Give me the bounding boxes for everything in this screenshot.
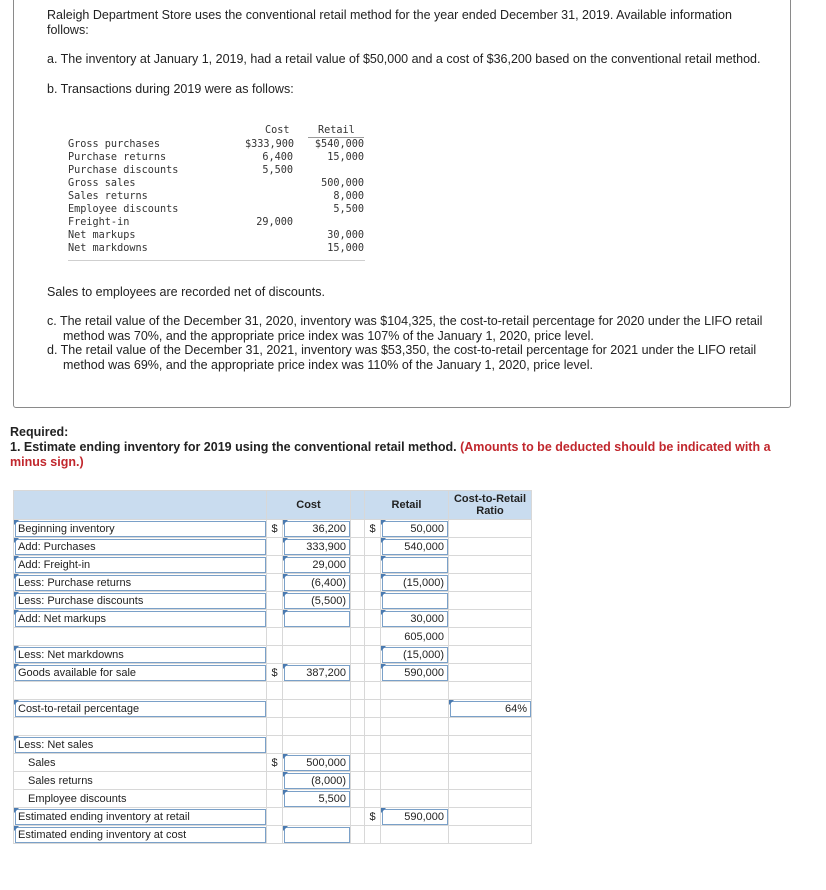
transaction-cost (245, 229, 293, 242)
transaction-retail: 15,000 (327, 152, 364, 163)
ratio-value (449, 538, 532, 556)
worksheet-row (14, 754, 532, 772)
cost-amount (283, 646, 351, 664)
retail-dollar-sign: $ (365, 808, 381, 826)
cost-amount[interactable]: 500,000 (283, 754, 351, 772)
retail-dollar-sign (365, 700, 381, 718)
retail-dollar-sign (365, 538, 381, 556)
retail-amount[interactable]: 590,000 (381, 664, 449, 682)
cost-amount[interactable]: (8,000) (283, 772, 351, 790)
retail-dollar-sign (365, 664, 381, 682)
spacer (351, 826, 365, 844)
worksheet-row (14, 808, 532, 826)
spacer (351, 538, 365, 556)
item-d-text: d. The retail value of the December 31, 2021, inventory was $53,350, the cost-to-retail percentage for 2021 under the LIFO retail method was 69%, and the appropriate price index was 110% of the January 1, 2020, price level. (47, 343, 757, 372)
cost-dollar-sign (267, 826, 283, 844)
cost-dollar-sign (267, 610, 283, 628)
spacer (351, 682, 365, 700)
transaction-cost: 29,000 (256, 217, 293, 228)
retail-amount[interactable]: (15,000) (381, 574, 449, 592)
row-label[interactable]: Less: Purchase returns (14, 574, 267, 592)
transaction-cost: $333,900 (245, 139, 295, 150)
ratio-value (449, 592, 532, 610)
worksheet-row (14, 664, 532, 682)
cost-dollar-sign (267, 682, 283, 700)
ratio-value (449, 682, 532, 700)
worksheet-row (14, 592, 532, 610)
ratio-value (449, 736, 532, 754)
row-label[interactable]: Less: Net markdowns (14, 646, 267, 664)
worksheet-row (14, 718, 532, 736)
transaction-label: Net markups (68, 230, 136, 241)
cost-dollar-sign (267, 790, 283, 808)
retail-amount (381, 826, 449, 844)
row-label[interactable]: Beginning inventory (14, 520, 267, 538)
ratio-value (449, 610, 532, 628)
row-label: Sales (14, 754, 267, 772)
retail-dollar-sign (365, 772, 381, 790)
transaction-label: Freight-in (68, 217, 130, 228)
worksheet-row (14, 538, 532, 556)
transaction-cost (245, 177, 293, 190)
cost-column-header: Cost (267, 491, 351, 520)
spacer (351, 790, 365, 808)
transaction-retail: 8,000 (333, 191, 364, 202)
spacer (351, 808, 365, 826)
transaction-label: Gross purchases (68, 139, 161, 150)
row-label: Sales returns (14, 772, 267, 790)
ratio-value (449, 664, 532, 682)
cost-dollar-sign (267, 628, 283, 646)
cost-amount[interactable]: 5,500 (283, 790, 351, 808)
transactions-header-cost: Cost (265, 125, 290, 136)
transaction-label: Purchase returns (68, 152, 167, 163)
retail-amount (381, 772, 449, 790)
worksheet-row (14, 772, 532, 790)
cost-dollar-sign (267, 700, 283, 718)
required-note: (Amounts to be deducted should be indicated with a minus sign.) (10, 440, 771, 469)
worksheet-row (14, 682, 532, 700)
ratio-value[interactable]: 64% (449, 700, 532, 718)
retail-amount[interactable]: 30,000 (381, 610, 449, 628)
retail-amount (381, 754, 449, 772)
cost-dollar-sign (267, 574, 283, 592)
cost-amount (283, 628, 351, 646)
worksheet-row (14, 646, 532, 664)
worksheet-row (14, 520, 532, 538)
retail-amount[interactable] (381, 592, 449, 610)
required-text: 1. Estimate ending inventory for 2019 using the conventional retail method. (10, 440, 457, 454)
cost-dollar-sign: $ (267, 664, 283, 682)
retail-dollar-sign (365, 754, 381, 772)
spacer (351, 556, 365, 574)
retail-dollar-sign (365, 628, 381, 646)
retail-amount (381, 718, 449, 736)
cost-dollar-sign: $ (267, 754, 283, 772)
transaction-cost: 6,400 (262, 152, 293, 163)
ratio-value (449, 520, 532, 538)
transaction-label: Purchase discounts (68, 165, 179, 176)
cost-dollar-sign (267, 646, 283, 664)
spacer (351, 628, 365, 646)
worksheet-row (14, 700, 532, 718)
row-label[interactable]: Cost-to-retail percentage (14, 700, 267, 718)
transaction-label: Gross sales (68, 178, 136, 189)
cost-amount (283, 718, 351, 736)
row-label[interactable]: Add: Purchases (14, 538, 267, 556)
cost-amount (283, 736, 351, 754)
row-label (14, 718, 267, 736)
worksheet-row (14, 610, 532, 628)
spacer (351, 520, 365, 538)
row-label[interactable]: Less: Net sales (14, 736, 267, 754)
row-label[interactable]: Goods available for sale (14, 664, 267, 682)
transaction-retail (308, 164, 364, 177)
retail-amount[interactable] (381, 556, 449, 574)
row-label[interactable]: Add: Freight-in (14, 556, 267, 574)
cost-dollar-sign: $ (267, 520, 283, 538)
cost-amount[interactable]: (5,500) (283, 592, 351, 610)
transaction-retail: 5,500 (333, 204, 364, 215)
cost-amount (283, 700, 351, 718)
transaction-retail (308, 216, 364, 229)
row-label[interactable]: Less: Purchase discounts (14, 592, 267, 610)
employee-sales-note: Sales to employees are recorded net of discounts. (47, 285, 325, 299)
ratio-value (449, 754, 532, 772)
transaction-cost (245, 203, 293, 216)
retail-dollar-sign (365, 736, 381, 754)
retail-dollar-sign (365, 592, 381, 610)
transaction-label: Employee discounts (68, 204, 179, 215)
transaction-retail: $540,000 (314, 139, 364, 150)
required-section (10, 425, 790, 470)
transaction-retail: 15,000 (327, 243, 364, 254)
intro-text: Raleigh Department Store uses the conventional retail method for the year ended December 31, 2019. Available information follows: (47, 8, 732, 37)
cost-amount[interactable]: 29,000 (283, 556, 351, 574)
retail-amount: 605,000 (381, 628, 449, 646)
retail-amount[interactable]: (15,000) (381, 646, 449, 664)
transaction-label: Net markdowns (68, 243, 148, 254)
row-label[interactable]: Estimated ending inventory at cost (14, 826, 267, 844)
ratio-value (449, 772, 532, 790)
retail-amount (381, 790, 449, 808)
cost-dollar-sign (267, 808, 283, 826)
row-label (14, 682, 267, 700)
worksheet-row (14, 628, 532, 646)
spacer (351, 610, 365, 628)
cost-dollar-sign (267, 736, 283, 754)
ratio-value (449, 628, 532, 646)
cost-amount[interactable]: (6,400) (283, 574, 351, 592)
cost-amount (283, 682, 351, 700)
retail-amount (381, 700, 449, 718)
retail-dollar-sign (365, 826, 381, 844)
retail-dollar-sign: $ (365, 520, 381, 538)
cost-amount[interactable]: 36,200 (283, 520, 351, 538)
worksheet-header-row (14, 491, 532, 520)
spacer (351, 700, 365, 718)
transactions-header-retail: Retail (318, 125, 355, 136)
cost-dollar-sign (267, 592, 283, 610)
spacer (351, 592, 365, 610)
worksheet-row (14, 790, 532, 808)
item-b-text: b. Transactions during 2019 were as follows: (47, 82, 294, 96)
required-label: Required: (10, 425, 69, 439)
transactions-table (68, 124, 368, 269)
worksheet-row (14, 826, 532, 844)
cost-dollar-sign (267, 556, 283, 574)
retail-column-header: Retail (365, 491, 449, 520)
spacer (351, 772, 365, 790)
worksheet-row (14, 736, 532, 754)
retail-amount[interactable]: 50,000 (381, 520, 449, 538)
transaction-label: Sales returns (68, 191, 148, 202)
spacer (351, 718, 365, 736)
item-a-text: a. The inventory at January 1, 2019, had a retail value of $50,000 and a cost of $36,200 based on the conventional retail method. (47, 52, 761, 66)
retail-dollar-sign (365, 718, 381, 736)
cost-amount[interactable]: 387,200 (283, 664, 351, 682)
ratio-value (449, 790, 532, 808)
transaction-retail: 30,000 (327, 230, 364, 241)
cost-amount[interactable] (283, 610, 351, 628)
ratio-value (449, 808, 532, 826)
row-label[interactable]: Estimated ending inventory at retail (14, 808, 267, 826)
ratio-value (449, 646, 532, 664)
retail-dollar-sign (365, 790, 381, 808)
cost-dollar-sign (267, 718, 283, 736)
cost-amount (283, 808, 351, 826)
retail-amount (381, 736, 449, 754)
retail-amount[interactable]: 540,000 (381, 538, 449, 556)
row-label[interactable]: Add: Net markups (14, 610, 267, 628)
ratio-value (449, 556, 532, 574)
row-label (14, 628, 267, 646)
item-c-text: c. The retail value of the December 31, 2020, inventory was $104,325, the cost-to-retail percentage for 2020 under the LIFO retail method was 70%, and the appropriate price index was 107% of the January 1, 2020, price level. (47, 314, 763, 343)
retail-dollar-sign (365, 610, 381, 628)
spacer (351, 754, 365, 772)
retail-dollar-sign (365, 556, 381, 574)
retail-amount (381, 682, 449, 700)
transaction-cost: 5,500 (262, 165, 293, 176)
spacer (351, 736, 365, 754)
ratio-column-header: Cost-to-Retail Ratio (449, 491, 532, 520)
ratio-value (449, 826, 532, 844)
spacer (351, 574, 365, 592)
retail-dollar-sign (365, 682, 381, 700)
retail-dollar-sign (365, 574, 381, 592)
retail-method-worksheet (13, 490, 532, 844)
spacer (351, 646, 365, 664)
ratio-value (449, 574, 532, 592)
cost-amount[interactable] (283, 826, 351, 844)
retail-amount[interactable]: 590,000 (381, 808, 449, 826)
transaction-cost (245, 190, 293, 203)
transaction-retail: 500,000 (321, 178, 364, 189)
cost-dollar-sign (267, 538, 283, 556)
worksheet-row (14, 574, 532, 592)
cost-dollar-sign (267, 772, 283, 790)
transaction-cost (245, 242, 293, 255)
retail-dollar-sign (365, 646, 381, 664)
ratio-value (449, 718, 532, 736)
cost-amount[interactable]: 333,900 (283, 538, 351, 556)
row-label: Employee discounts (14, 790, 267, 808)
worksheet-row (14, 556, 532, 574)
spacer (351, 664, 365, 682)
